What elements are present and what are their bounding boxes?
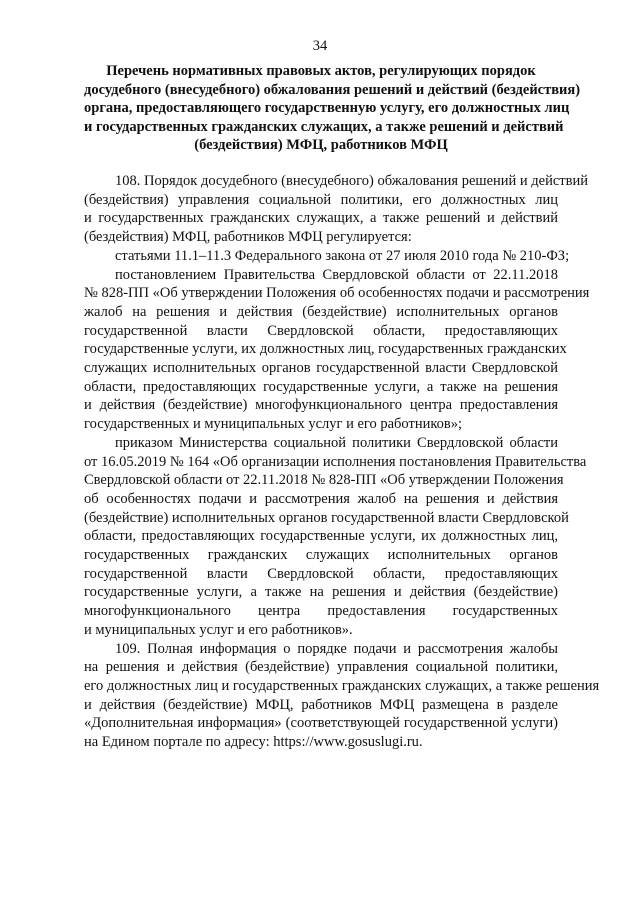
- text-line: «Дополнительная информация» (соответствующей государственной услуги): [84, 715, 558, 732]
- text-line: (бездействие) исполнительных органов государственной власти Свердловской: [84, 509, 569, 526]
- title-line: Перечень нормативных правовых актов, регулирующих порядок: [106, 63, 536, 79]
- text-line: на Едином портале по адресу: https://www.gosuslugi.ru.: [84, 734, 423, 751]
- text-line: государственные услуги, их должностных лиц, государственных гражданских: [84, 341, 567, 358]
- text-line: и муниципальных услуг и его работников».: [84, 621, 353, 638]
- title-line: и государственных гражданских служащих, а также решений и действий: [84, 118, 564, 135]
- text-line: на решения и действия (бездействие) управления социальной политики,: [84, 659, 558, 676]
- text-line: государственных и муниципальных услуг и его работников»;: [84, 416, 463, 433]
- text-line: области, предоставляющих государственные услуги, их должностных лиц,: [84, 528, 558, 545]
- paragraph-government-resolution: [84, 266, 590, 434]
- text-line: (бездействия) МФЦ, работников МФЦ регулируется:: [84, 229, 412, 246]
- text-line: многофункционального центра предоставления государственных: [84, 603, 558, 620]
- text-line: 108. Порядок досудебного (внесудебного) обжалования решений и действий: [115, 173, 588, 189]
- text-line: 109. Полная информация о порядке подачи и рассмотрения жалобы: [115, 640, 558, 657]
- text-line: государственные услуги, а также на решения и действия (бездействие): [84, 584, 558, 601]
- text-line: его должностных лиц и государственных гражданских служащих, а также решения: [84, 677, 600, 694]
- text-line: постановлением Правительства Свердловской области от 22.11.2018: [115, 266, 558, 283]
- title-line: досудебного (внесудебного) обжалования решений и действий (бездействия): [84, 81, 581, 98]
- title-line: органа, предоставляющего государственную услугу, его должностных лиц: [84, 100, 570, 117]
- text-line: Свердловской области от 22.11.2018 № 828-ПП «Об утверждении Положения: [84, 472, 564, 489]
- text-line: служащих исполнительных органов государственной власти Свердловской: [84, 360, 558, 377]
- text-line: № 828-ПП «Об утверждении Положения об особенностях подачи и рассмотрения: [84, 285, 590, 302]
- text-line: и действия (бездействие) многофункционального центра предоставления: [84, 397, 558, 414]
- text-line: государственных гражданских служащих исполнительных органов: [84, 547, 558, 564]
- paragraph-federal-law: [84, 247, 570, 266]
- text-line: и действия (бездействие) МФЦ, работников МФЦ размещена в разделе: [84, 696, 558, 713]
- text-line: области, предоставляющих государственные услуги, а также на решения: [84, 378, 558, 395]
- text-line: (бездействия) управления социальной политики, его должностных лиц: [84, 191, 558, 208]
- document-body: [84, 172, 600, 752]
- text-line: жалоб на решения и действия (бездействие) исполнительных органов: [84, 303, 558, 320]
- paragraph-ministry-order: [84, 434, 587, 640]
- paragraph-109: [84, 640, 600, 752]
- text-line: статьями 11.1–11.3 Федерального закона от 27 июля 2010 года № 210-ФЗ;: [115, 247, 570, 264]
- text-line: от 16.05.2019 № 164 «Об организации исполнения постановления Правительства: [84, 453, 587, 470]
- paragraph-108: [84, 172, 588, 247]
- text-line: государственной власти Свердловской области, предоставляющих: [84, 322, 558, 339]
- page-number: 34: [312, 38, 328, 54]
- text-line: государственной власти Свердловской области, предоставляющих: [84, 565, 558, 582]
- text-line: об особенностях подачи и рассмотрения жалоб на решения и действия: [84, 490, 558, 507]
- section-title: [84, 62, 581, 155]
- text-line: приказом Министерства социальной политики Свердловской области: [115, 434, 558, 451]
- title-line: (бездействия) МФЦ, работников МФЦ: [194, 137, 448, 154]
- text-line: и государственных гражданских служащих, а также решений и действий: [84, 210, 558, 227]
